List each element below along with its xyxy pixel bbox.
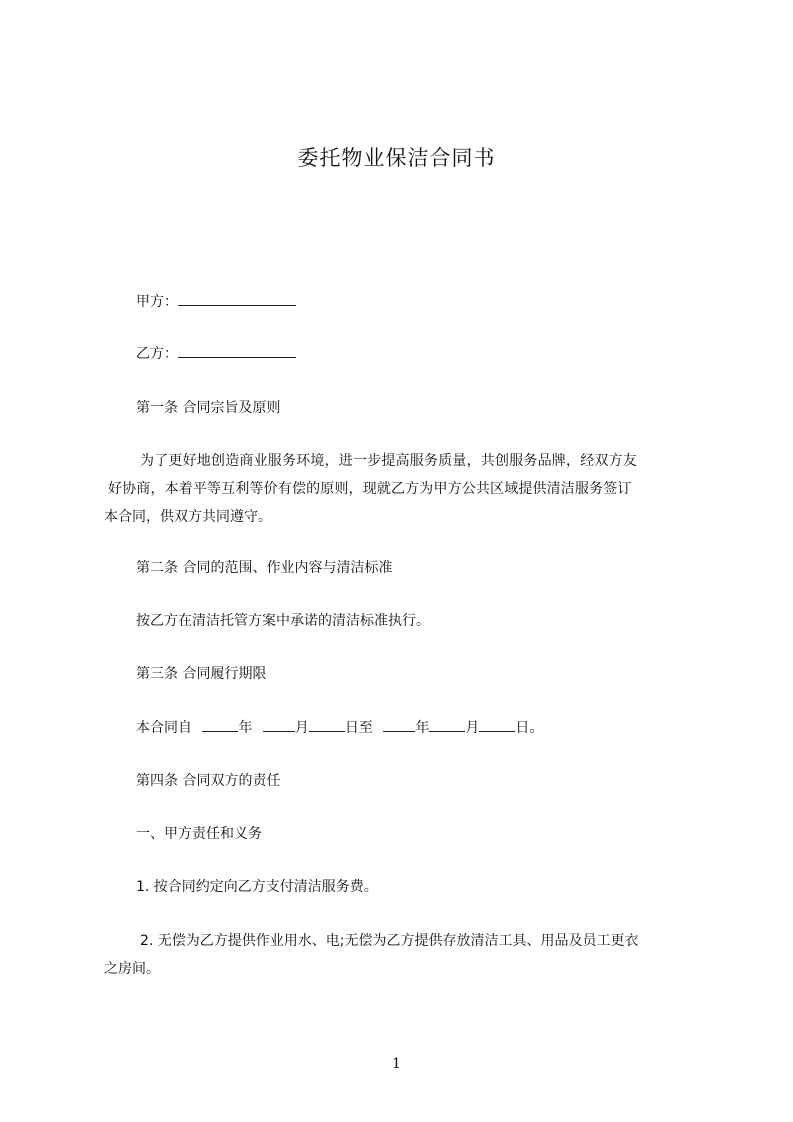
article4-heading: 第四条 合同双方的责任	[136, 773, 281, 789]
term-line	[136, 718, 793, 738]
party-a-line	[136, 292, 793, 312]
end-day-blank[interactable]	[479, 718, 515, 732]
section-a-heading: 一、甲方责任和义务	[136, 826, 262, 842]
document-title: 委托物业保洁合同书	[297, 146, 496, 170]
article2-heading: 第二条 合同的范围、作业内容与清洁标准	[136, 560, 393, 576]
party-a-label: 甲方：	[136, 294, 178, 310]
start-year-blank[interactable]	[202, 718, 238, 732]
term-month: 月	[294, 720, 309, 736]
start-day-blank[interactable]	[309, 718, 345, 732]
term-end-month: 月	[465, 720, 480, 736]
term-day-to: 日至	[344, 720, 373, 736]
article1-heading: 第一条 合同宗旨及原则	[136, 400, 281, 416]
party-b-label: 乙方：	[136, 346, 178, 362]
start-month-blank[interactable]	[263, 718, 295, 732]
item1-text: 1. 按合同约定向乙方支付清洁服务费。	[136, 879, 378, 895]
article1-paragraph-line3: 本合同，供双方共同遵守。	[104, 509, 272, 525]
party-a-blank[interactable]	[178, 292, 296, 306]
item2-line1: 2. 无偿为乙方提供作业用水、电;无偿为乙方提供存放清洁工具、用品及员工更衣	[140, 933, 639, 949]
item2-line2: 之房间。	[104, 961, 160, 977]
party-b-blank[interactable]	[178, 344, 296, 358]
article2-text: 按乙方在清洁托管方案中承诺的清洁标准执行。	[136, 613, 430, 629]
article3-heading: 第三条 合同履行期限	[136, 666, 267, 682]
term-year: 年	[238, 720, 253, 736]
term-end-day: 日。	[515, 720, 544, 736]
end-month-blank[interactable]	[429, 718, 465, 732]
end-year-blank[interactable]	[383, 718, 415, 732]
article1-paragraph-line2: 好协商，本着平等互利等价有偿的原则，现就乙方为甲方公共区域提供清洁服务签订	[108, 481, 632, 497]
term-start-prefix: 本合同自	[136, 720, 192, 736]
party-b-line	[136, 344, 793, 364]
article1-paragraph-line1: 为了更好地创造商业服务环境，进一步提高服务质量，共创服务品牌，经双方友	[140, 453, 637, 469]
term-end-year: 年	[415, 720, 430, 736]
page-number: 1	[392, 1056, 401, 1072]
